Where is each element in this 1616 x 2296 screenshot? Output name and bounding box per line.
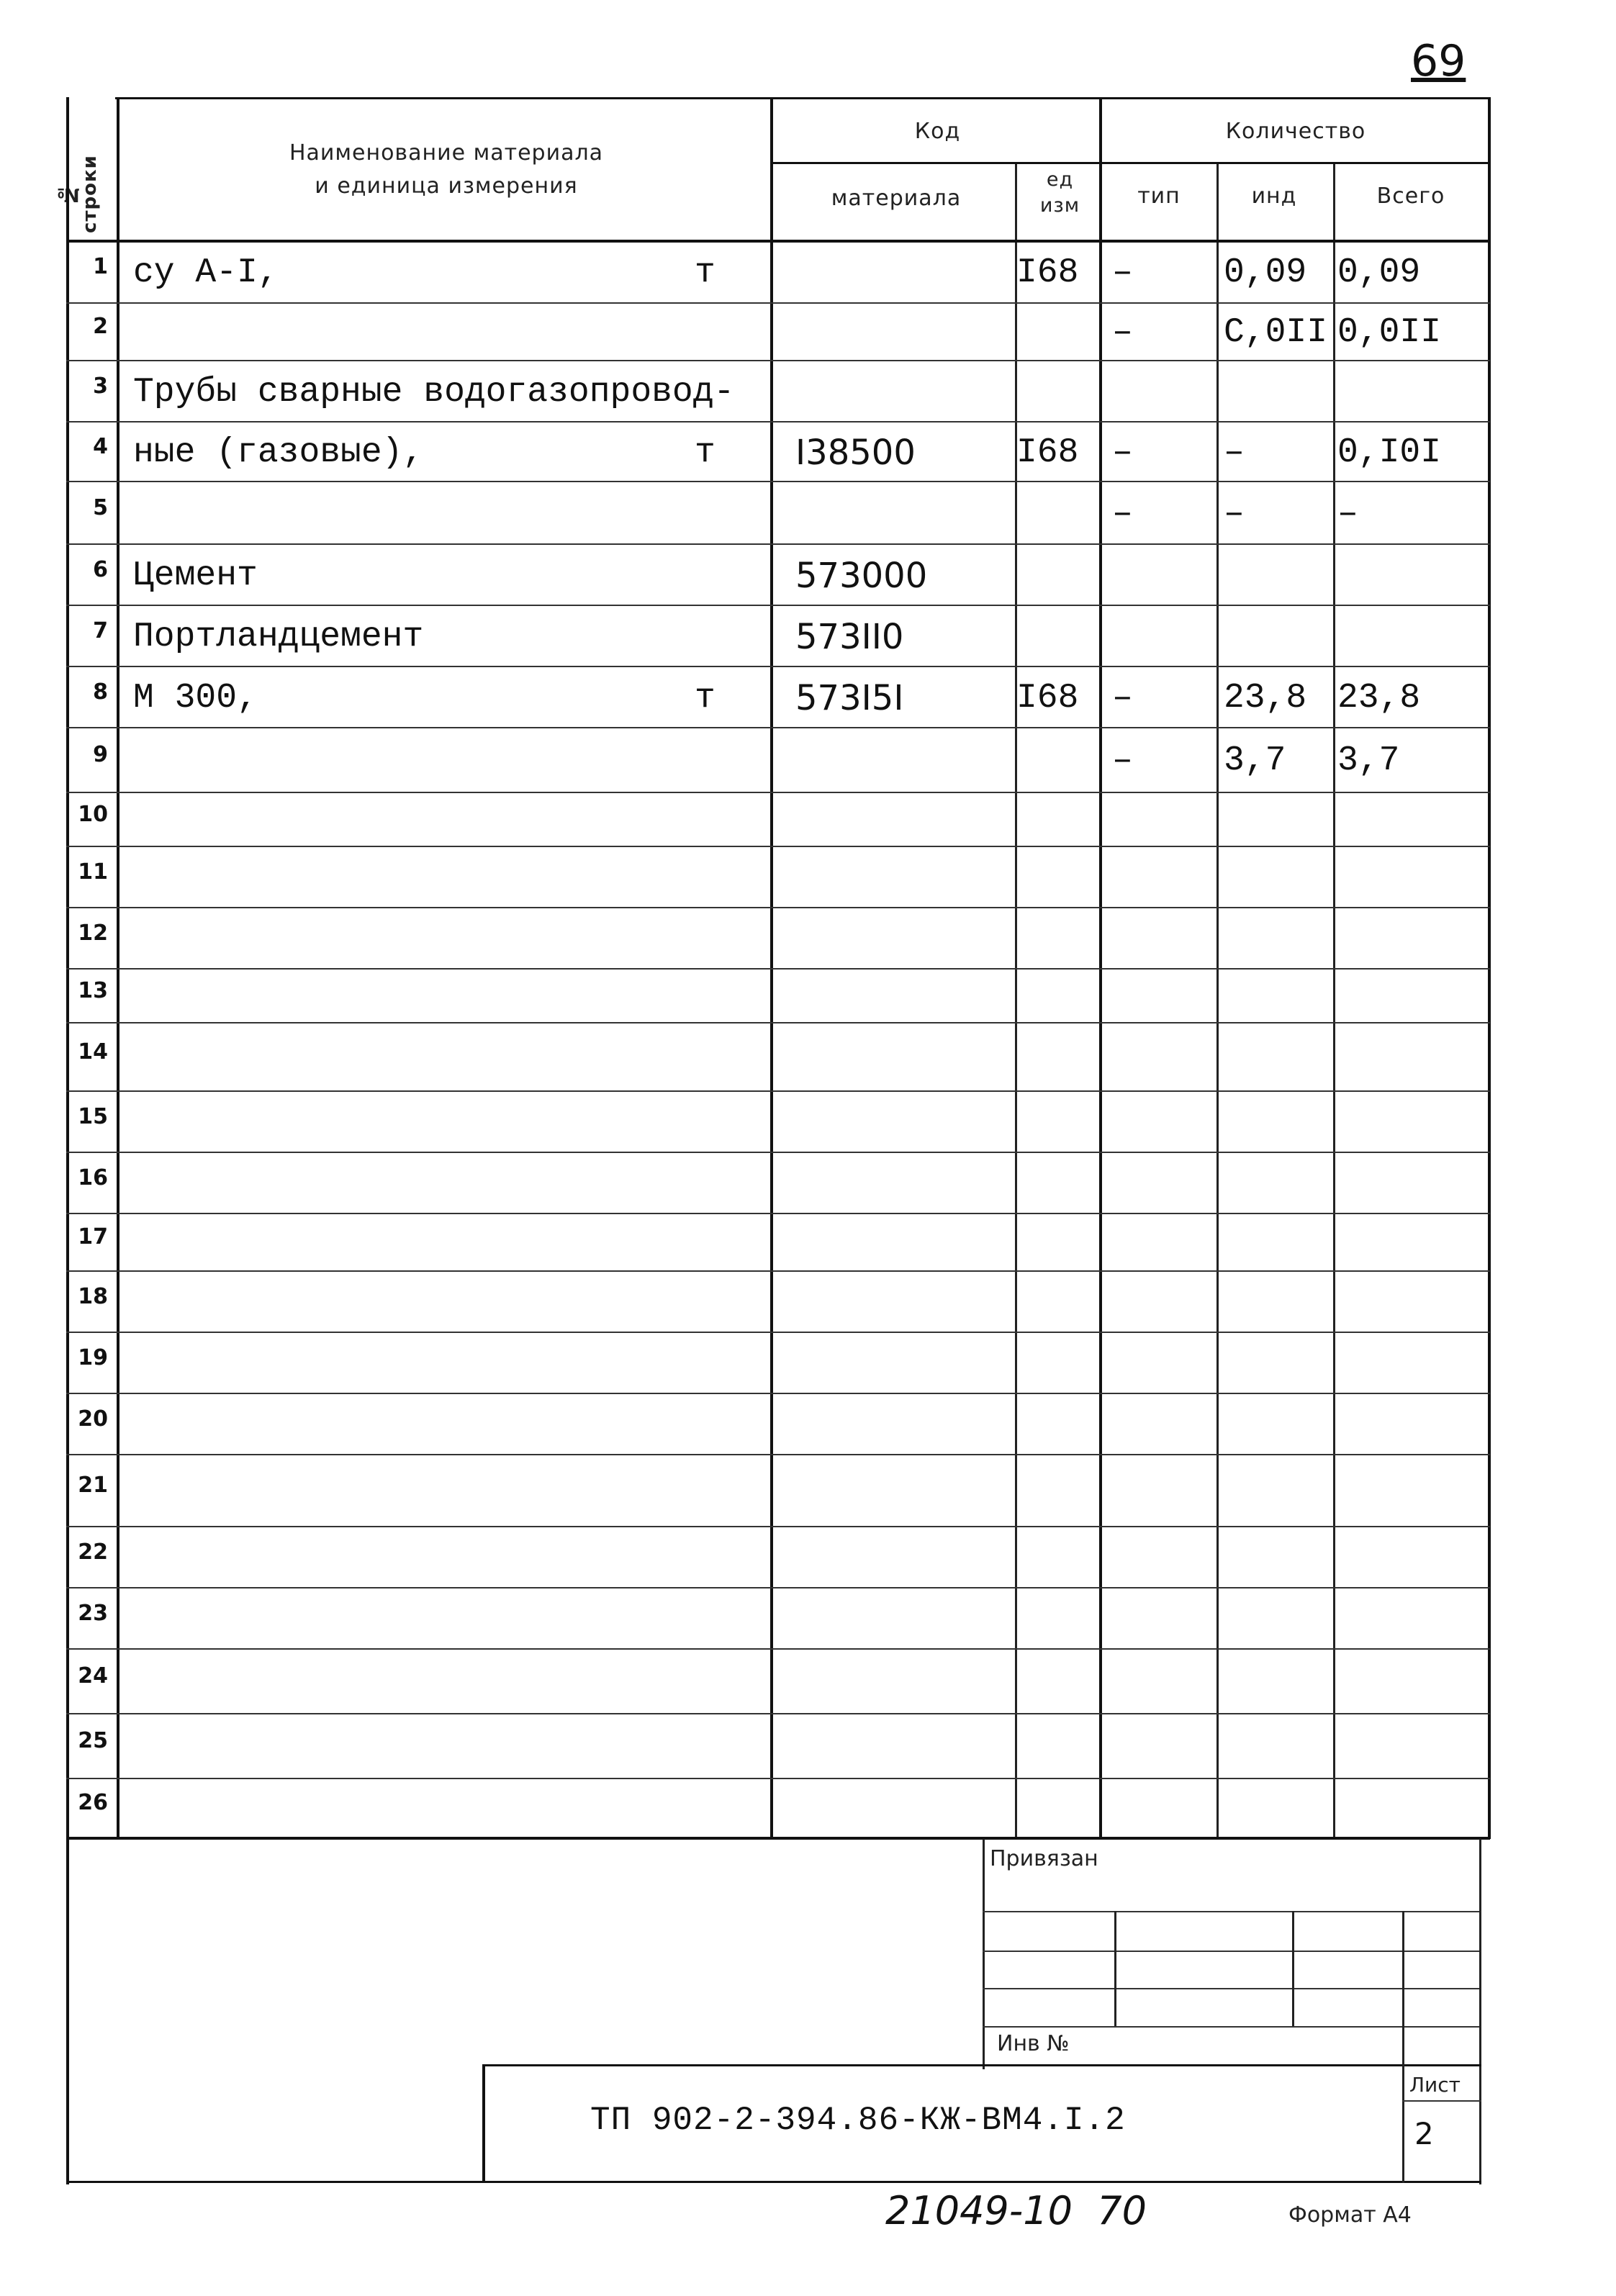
row-unit: т	[695, 433, 716, 472]
page-number: 69	[1411, 36, 1466, 86]
row-ind: 0,09	[1224, 253, 1307, 292]
row-name: су А-I,	[133, 253, 279, 292]
header-code: Код	[914, 119, 961, 144]
row-number: 16	[78, 1165, 108, 1190]
row-tip: –	[1112, 433, 1133, 472]
row-code: 573I5I	[795, 677, 904, 718]
row-number: 23	[78, 1600, 108, 1626]
stamp-list-value: 2	[1414, 2116, 1434, 2151]
row-number: 15	[78, 1103, 108, 1129]
header-name: Наименование материала и единица измерения	[289, 140, 604, 199]
header-qty-tip: тип	[1137, 184, 1181, 209]
row-number: 17	[78, 1224, 108, 1249]
row-number: 21	[78, 1473, 108, 1498]
row-total: 23,8	[1337, 678, 1421, 718]
row-ed: I68	[1016, 253, 1079, 292]
row-ind: 23,8	[1224, 678, 1307, 718]
row-total: –	[1337, 494, 1358, 533]
format-label: Формат А4	[1288, 2202, 1412, 2228]
row-ind: –	[1224, 494, 1245, 533]
row-name: Портландцемент	[133, 617, 424, 656]
row-ind: 3,7	[1224, 741, 1286, 780]
row-number: 18	[78, 1283, 108, 1309]
header-code-unit: ед изм	[1039, 168, 1080, 217]
row-total: 0,I0I	[1337, 433, 1442, 472]
row-ind: –	[1224, 433, 1245, 472]
row-name: Трубы сварные водогазопровод-	[133, 372, 735, 412]
row-ed: I68	[1016, 678, 1079, 718]
row-number: 22	[78, 1539, 108, 1565]
row-number: 12	[78, 920, 108, 946]
row-ed: I68	[1016, 433, 1079, 472]
stamp-doc-code: ТП 902-2-394.86-КЖ-ВМ4.I.2	[590, 2102, 1126, 2139]
row-number: 2	[93, 314, 108, 339]
header-qty-total: Всего	[1376, 184, 1445, 209]
row-tip: –	[1112, 494, 1133, 533]
row-number: 11	[78, 859, 108, 885]
header-row-no: № строки	[58, 155, 101, 234]
row-tip: –	[1112, 741, 1133, 780]
row-number: 9	[93, 742, 108, 767]
row-tip: –	[1112, 313, 1133, 352]
row-code: 573000	[795, 555, 928, 596]
stamp-list-label: Лист	[1409, 2073, 1461, 2097]
row-number: 7	[93, 618, 108, 643]
row-total: 0,0II	[1337, 313, 1442, 352]
row-unit: т	[695, 678, 716, 718]
row-number: 8	[93, 679, 108, 705]
row-name: Цемент	[133, 556, 258, 595]
row-number: 25	[78, 1728, 108, 1753]
row-number: 13	[78, 977, 108, 1003]
row-name: ные (газовые),	[133, 433, 424, 472]
row-number: 6	[93, 556, 108, 582]
row-ind: С,0II	[1224, 313, 1328, 352]
row-number: 19	[78, 1344, 108, 1370]
row-total: 0,09	[1337, 253, 1421, 292]
row-tip: –	[1112, 678, 1133, 718]
row-code: 573II0	[795, 616, 904, 657]
row-tip: –	[1112, 253, 1133, 292]
header-code-material: материала	[831, 186, 962, 211]
header-qty-ind: инд	[1251, 184, 1297, 209]
row-total: 3,7	[1337, 741, 1400, 780]
row-code: I38500	[795, 432, 916, 473]
row-unit: т	[695, 253, 716, 292]
stamp-inv: Инв №	[997, 2031, 1070, 2056]
row-name: М 300,	[133, 678, 258, 718]
row-number: 4	[93, 433, 108, 459]
row-number: 24	[78, 1663, 108, 1689]
row-number: 5	[93, 494, 108, 520]
header-qty: Количество	[1225, 119, 1366, 144]
row-number: 14	[78, 1039, 108, 1065]
stamp-privyazan: Привязан	[990, 1846, 1098, 1871]
row-number: 26	[78, 1790, 108, 1815]
row-number: 3	[93, 373, 108, 399]
row-number: 20	[78, 1406, 108, 1432]
row-number: 10	[78, 801, 108, 827]
row-number: 1	[93, 253, 108, 279]
order-number: 21049-10 70	[885, 2188, 1147, 2233]
